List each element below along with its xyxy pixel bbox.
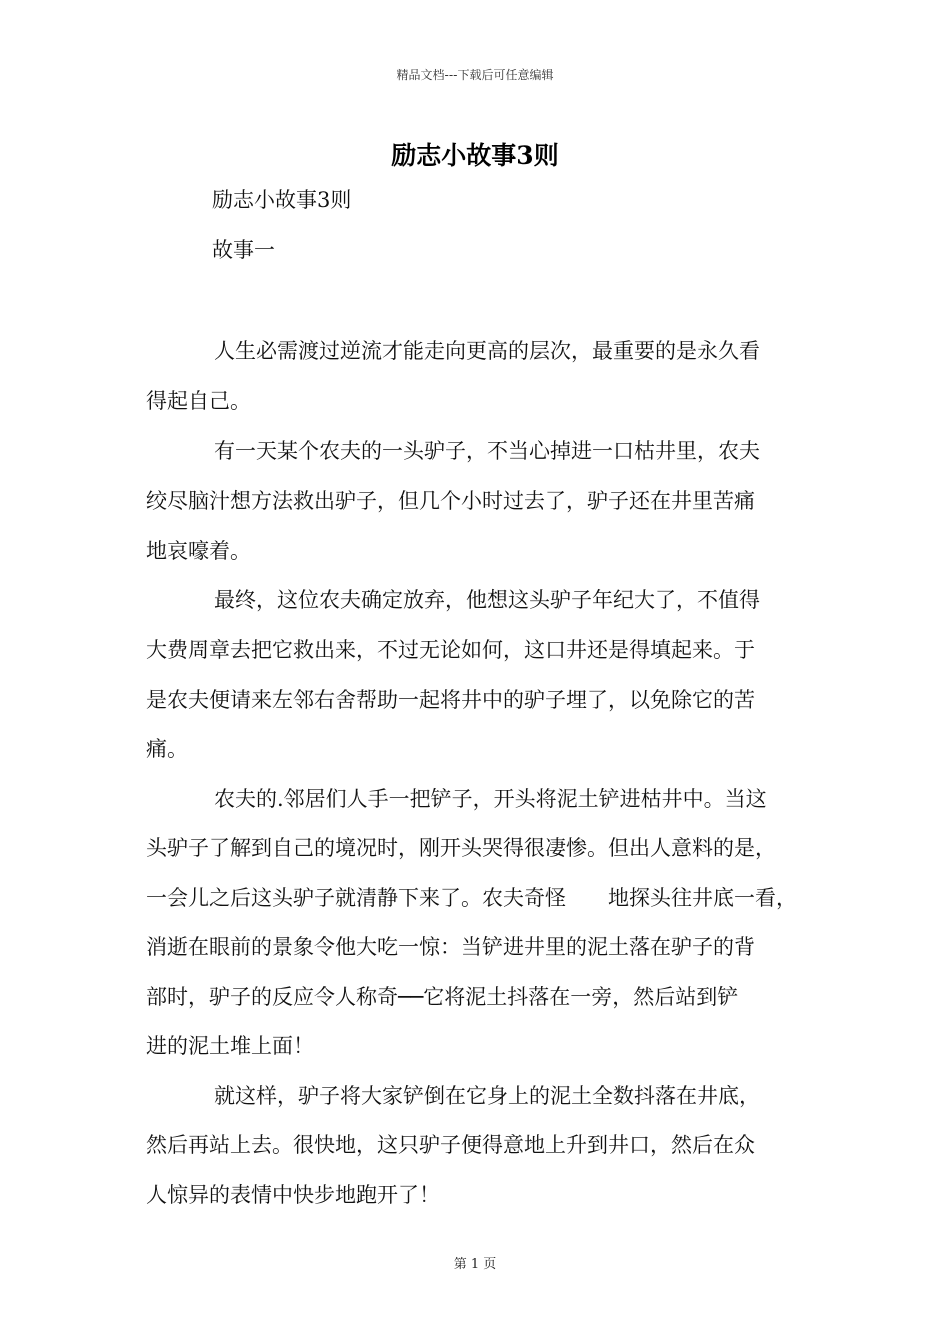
paragraph-line: 农夫的.邻居们人手一把铲子，开头将泥土铲进枯井中。当这 (214, 787, 767, 811)
paragraph-line: 地哀嚎着。 (146, 539, 251, 563)
section-heading: 故事一 (212, 238, 275, 262)
paragraph-line: 有一天某个农夫的一头驴子，不当心掉进一口枯井里，农夫 (214, 439, 760, 463)
paragraph-line: 人生必需渡过逆流才能走向更高的层次，最重要的是永久看 (214, 339, 760, 363)
paragraph-line: 就这样，驴子将大家铲倒在它身上的泥土全数抖落在井底， (214, 1084, 760, 1108)
paragraph-line: 绞尽脑汁想方法救出驴子，但几个小时过去了，驴子还在井里苦痛 (146, 489, 755, 513)
paragraph-line: 消逝在眼前的景象令他大吃一惊：当铲进井里的泥土落在驴子的背 (146, 935, 755, 959)
paragraph-line: 进的泥土堆上面！ (146, 1034, 314, 1058)
page-number: 第 1 页 (453, 1257, 497, 1272)
paragraph-line: 头驴子了解到自己的境况时，刚开头哭得很凄惨。但出人意料的是， (146, 836, 776, 860)
paragraph-line: 人惊异的表情中快步地跑开了！ (146, 1183, 440, 1207)
paragraph-line: 最终，这位农夫确定放弃，他想这头驴子年纪大了，不值得 (214, 588, 760, 612)
paragraph-line: 是农夫便请来左邻右舍帮助一起将井中的驴子埋了，以免除它的苦 (146, 688, 755, 712)
paragraph-line: 大费周章去把它救出来，不过无论如何，这口井还是得填起来。于 (146, 638, 755, 662)
page-header: 精品文档---下载后可任意编辑 (396, 68, 554, 82)
paragraph-line: 痛。 (146, 737, 188, 761)
paragraph-line: 一会儿之后这头驴子就清静下来了。农夫奇怪 地探头往井底一看， (146, 886, 797, 910)
document-title: 励志小故事3则 (391, 141, 559, 170)
paragraph-line: 部时，驴子的反应令人称奇──它将泥土抖落在一旁，然后站到铲 (146, 985, 739, 1009)
paragraph-line: 得起自己。 (146, 389, 251, 413)
paragraph-line: 然后再站上去。很快地，这只驴子便得意地上升到井口，然后在众 (146, 1133, 755, 1157)
subtitle: 励志小故事3则 (212, 188, 352, 212)
